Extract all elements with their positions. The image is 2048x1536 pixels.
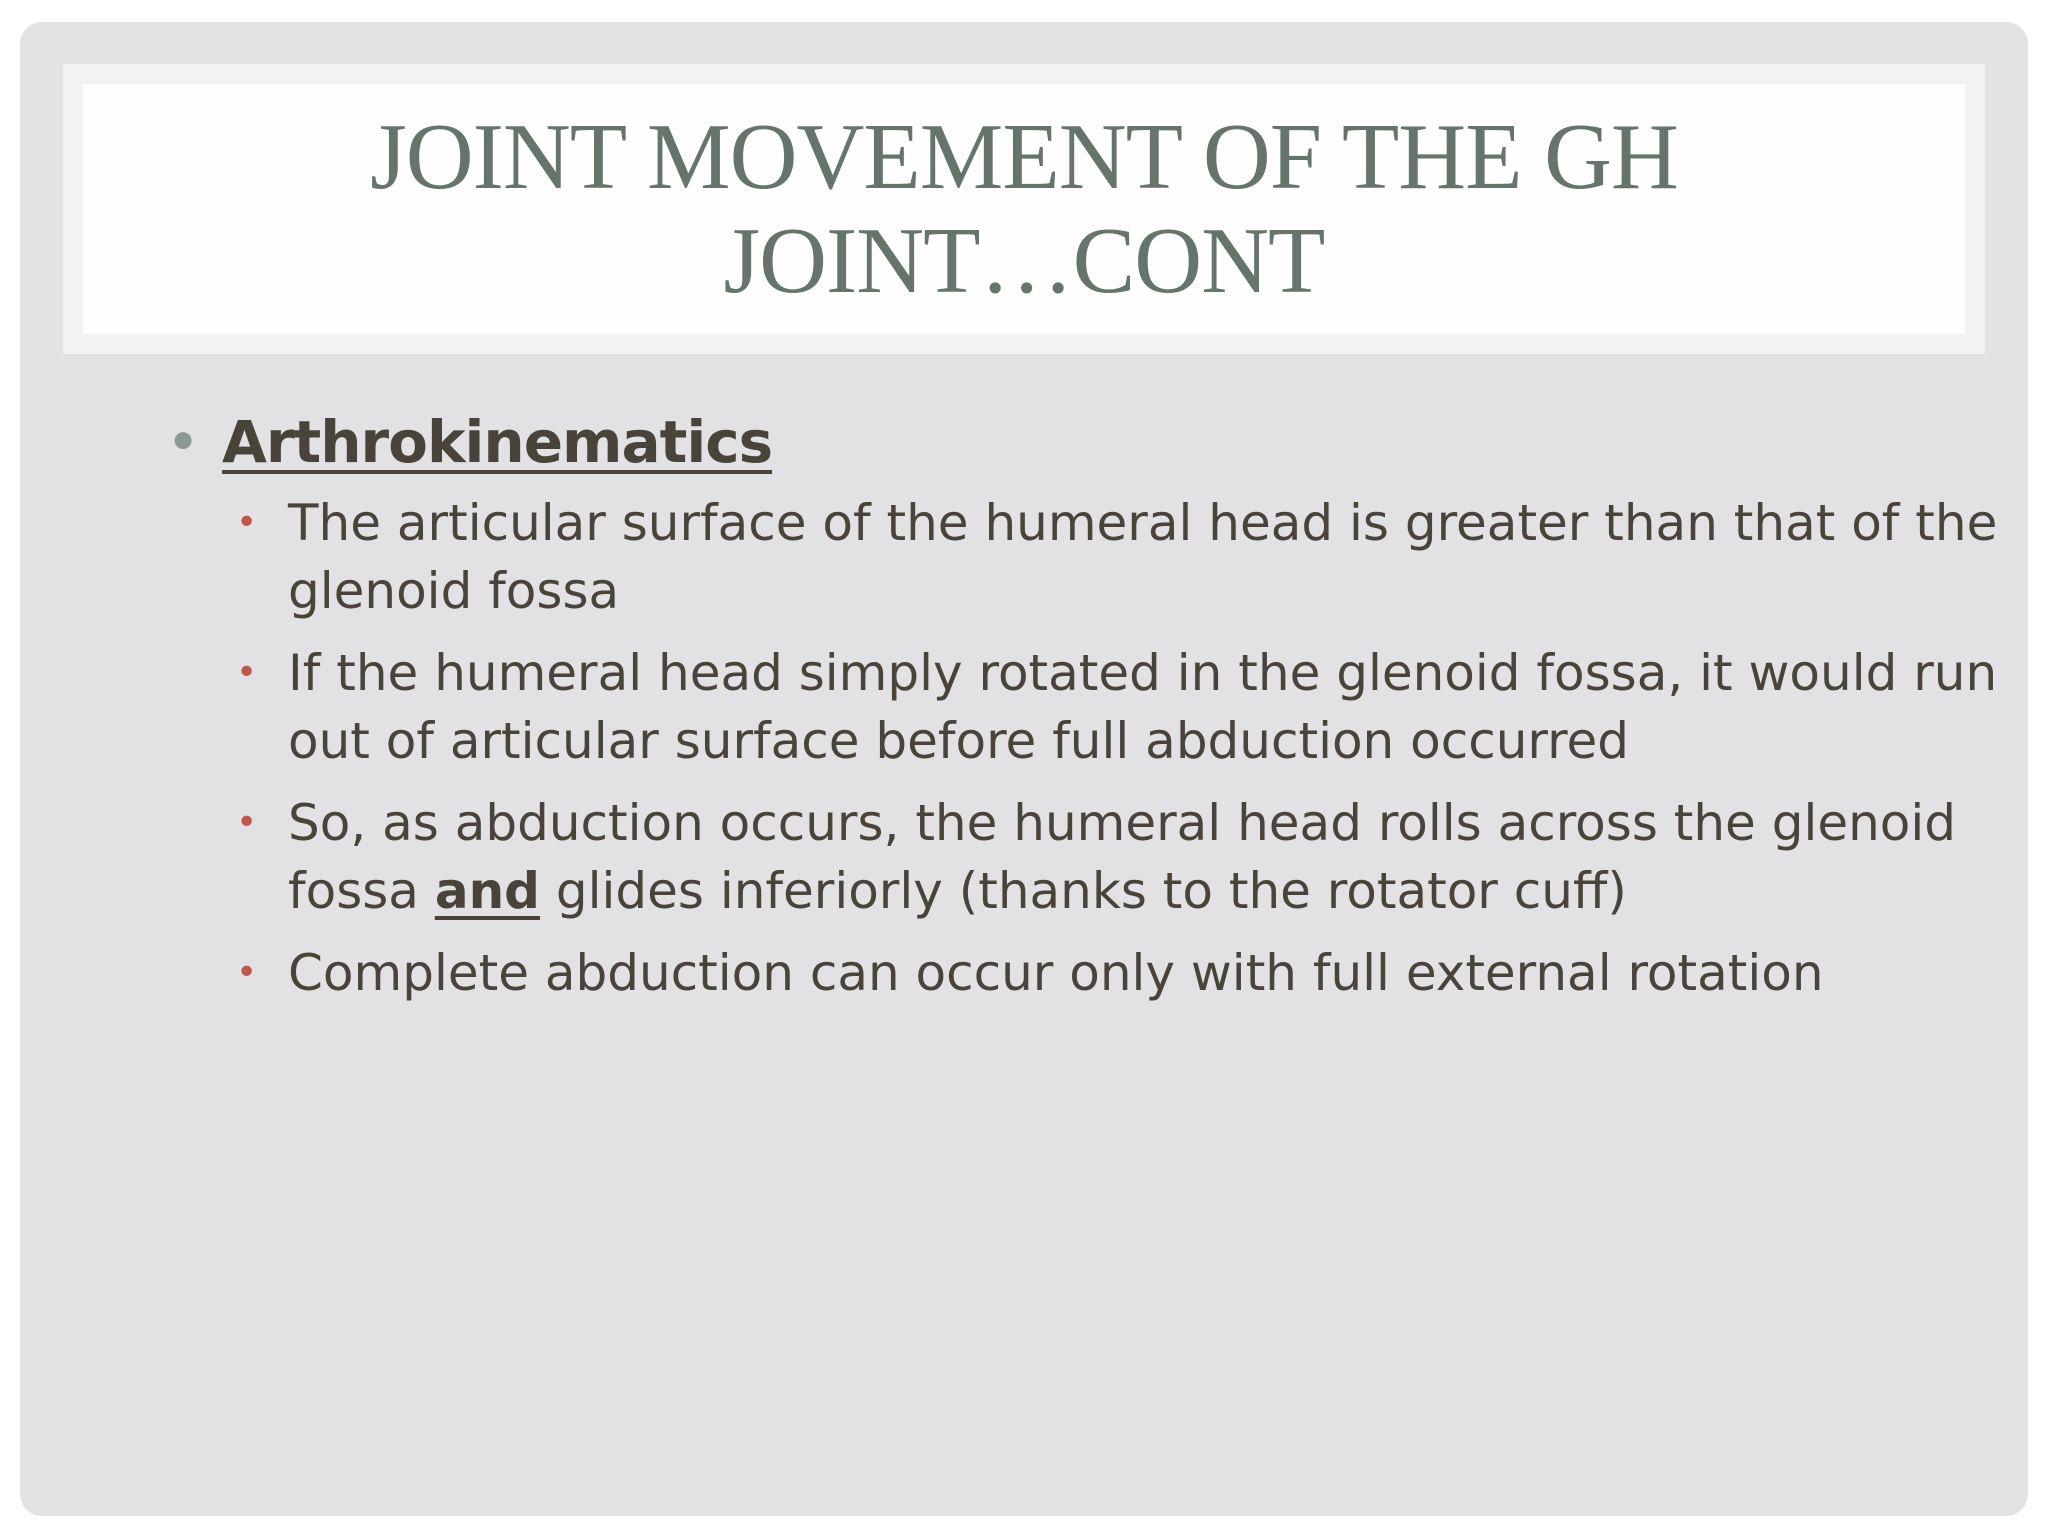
main-bullet-item <box>150 407 1990 477</box>
slide <box>20 22 2028 1516</box>
title-frame <box>63 64 1985 354</box>
bullet-dot-icon: • <box>236 952 258 993</box>
sub-bullet-list <box>150 489 1998 1007</box>
sub-bullet-text-before: So, as abduction occurs, the humeral head rolls across the glenoid fossa <box>288 794 1957 920</box>
sub-bullet-text: The articular surface of the humeral head is greater than that of the glenoid fossa <box>288 494 1998 620</box>
sub-bullet-text: Complete abduction can occur only with full external rotation <box>288 944 1824 1002</box>
bullet-dot-icon: • <box>236 502 258 543</box>
sub-bullet-item <box>236 789 2028 925</box>
bullet-dot-icon: • <box>236 802 258 843</box>
bullet-dot-icon: • <box>166 408 200 476</box>
sub-bullet-item <box>236 939 2028 1007</box>
sub-bullet-text-after: glides inferiorly (thanks to the rotator cuff) <box>539 862 1627 920</box>
sub-bullet-text: If the humeral head simply rotated in the glenoid fossa, it would run out of articular surface before full abduction occurred <box>288 644 1998 770</box>
slide-title: JOINT MOVEMENT OF THE GH JOINT…CONT <box>370 105 1678 313</box>
sub-bullet-item <box>236 489 2028 625</box>
content-body <box>150 407 1998 1021</box>
sub-bullet-item <box>236 639 2028 775</box>
sub-bullet-emphasis: and <box>434 862 540 920</box>
title-box <box>83 84 1965 334</box>
section-heading: Arthrokinematics <box>222 408 773 476</box>
bullet-dot-icon: • <box>236 652 258 693</box>
